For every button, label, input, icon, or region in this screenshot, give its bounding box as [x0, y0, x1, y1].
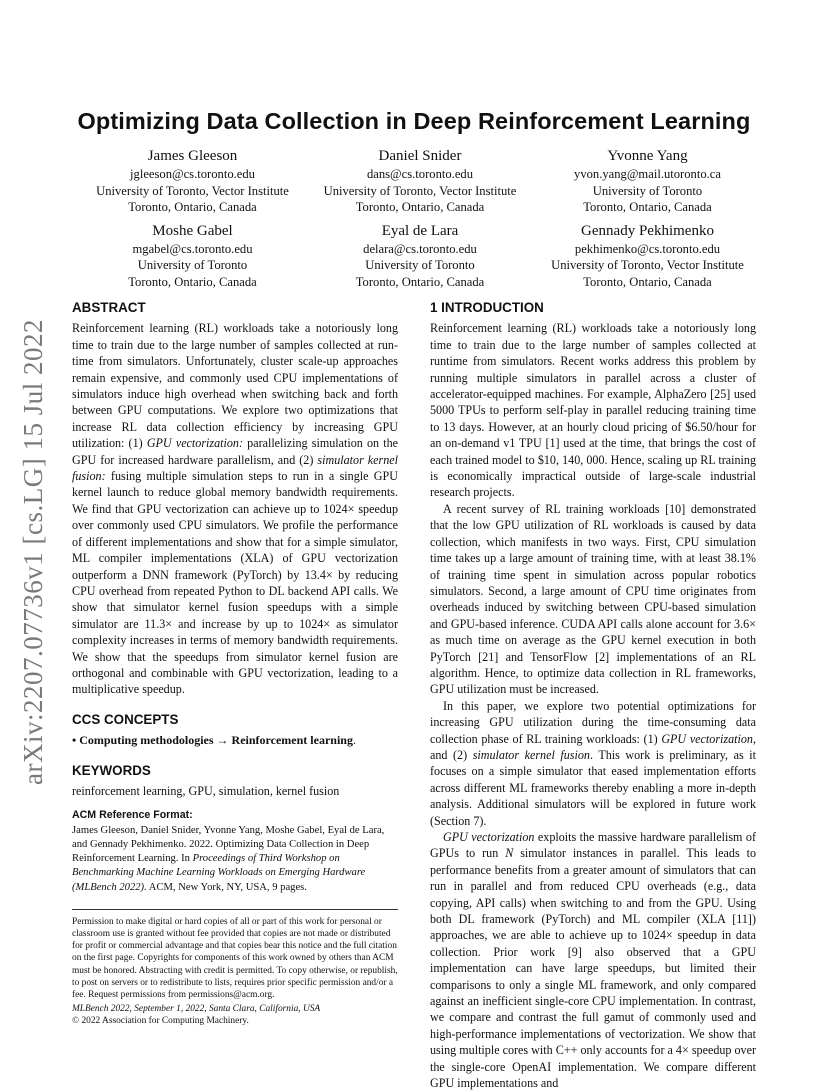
permission-notice: Permission to make digital or hard copies of all or part of this work for personal or classroom use is granted without fee provided that copies are not made or distributed for profit or commercial advantage and that copies bear this notice and the full citation on the first page. Copyrights for components of this work owned by others than ACM must be honored. Abstracting with credit is permitted. To copy otherwise, or republish, to post on servers or to redistribute to lists, requires prior specific permission and/or a fee. Request permissions from permissions@acm.org.	[72, 916, 398, 1001]
intro-paragraph: A recent survey of RL training workloads [10] demonstrated that the low GPU utilization of RL workloads is caused by data collection, which manifests in two ways. First, CPU simulation time takes up a large amount of training time, with at least 38.1% of training time spent in simulation across popular robotics simulators. Second, a large amount of CPU time originates from overheads induced by switching between CPU-based simulation and GPU-based inference. CUDA API calls alone account for 3.6× as much time on average as the GPU kernel execution in both PyTorch [21] and TensorFlow [2] implementations of an RL algorithm. Hence, to optimize data collection in RL frameworks, GPU utilization must be increased.	[430, 501, 756, 697]
author-name: Gennady Pekhimenko	[581, 222, 714, 239]
author-card	[535, 222, 760, 291]
author-location: Toronto, Ontario, Canada	[583, 200, 712, 214]
paper-title: Optimizing Data Collection in Deep Reinforcement Learning	[77, 108, 751, 134]
author-email[interactable]: jgleeson@cs.toronto.edu	[130, 167, 255, 181]
author-block	[80, 147, 760, 296]
author-affiliation: University of Toronto, Vector Institute	[551, 258, 744, 272]
arxiv-id: arXiv:2207.07736v1 [cs.LG] 15 Jul 2022	[18, 319, 48, 785]
right-column	[430, 300, 756, 1092]
author-email[interactable]: mgabel@cs.toronto.edu	[132, 241, 253, 256]
arxiv-stamp	[4, 300, 52, 820]
footnote-rule	[72, 909, 398, 910]
author-affiliation: University of Toronto, Vector Institute	[96, 183, 289, 198]
author-email[interactable]: yvon.yang@mail.utoronto.ca	[574, 167, 721, 181]
author-location: Toronto, Ontario, Canada	[355, 274, 485, 289]
reference-text: James Gleeson, Daniel Snider, Yvonne Yang, Moshe Gabel, Eyal de Lara, and Gennady Pekhimenko. 2022. Optimizing Data Collection in Deep Reinforcement Learning. In Proceedings of Third Workshop on Benchmarking Machine Learning Workloads on Emerging Hardware (MLBench 2022). ACM, New York, NY, USA, 9 pages.	[72, 824, 385, 893]
author-card	[308, 222, 533, 291]
author-name: Moshe Gabel	[152, 222, 233, 239]
intro-paragraph: GPU vectorization exploits the massive hardware parallelism of GPUs to run N simulator instances in parallel. This leads to performance benefits from a greater amount of simulators that can run in parallel and from reduced CPU overheads (e.g., data copying, API calls) when switching to and from the GPU. Using both DL framework (PyTorch) and ML compiler (XLA [11]) approaches, we are able to achieve up to 1024× speedup in data collection. Prior work [9] also observed that a GPU implementation can have large speedups, but limited their comparisons to only a single ML framework, and only compared against an inefficient single-core CPU implementation. In contrast, we compare and contrast the full gamut of commonly used and high-performance implementations of vectorization. We show that using multiple cores with C++ only accounts for a 4× speedup over the single-core OpenAI implementation. We compare different GPU implementations and	[430, 830, 756, 1091]
left-column	[72, 300, 398, 1028]
author-affiliation: University of Toronto	[137, 258, 248, 272]
introduction-heading: 1 INTRODUCTION	[430, 300, 544, 315]
author-email[interactable]: dans@cs.toronto.edu	[366, 167, 474, 181]
ccs-text: • Computing methodologies → Reinforcement learning.	[72, 733, 356, 748]
author-location: Toronto, Ontario, Canada	[128, 274, 257, 289]
author-name: Daniel Snider	[378, 148, 462, 164]
author-affiliation: University of Toronto	[592, 183, 703, 198]
keywords-heading: KEYWORDS	[72, 762, 151, 778]
author-card	[80, 147, 305, 216]
author-location: Toronto, Ontario, Canada	[128, 200, 257, 214]
author-location: Toronto, Ontario, Canada	[583, 274, 712, 289]
author-name: James Gleeson	[147, 148, 238, 164]
author-email[interactable]: pekhimenko@cs.toronto.edu	[574, 241, 721, 256]
author-card	[308, 147, 533, 216]
copyright-line: © 2022 Association for Computing Machinery.	[72, 1016, 249, 1027]
author-card	[80, 222, 305, 291]
ccs-heading: CCS CONCEPTS	[72, 711, 179, 727]
author-affiliation: University of Toronto	[365, 258, 475, 272]
author-name: Eyal de Lara	[381, 222, 459, 239]
keywords-text: reinforcement learning, GPU, simulation, kernel fusion	[72, 783, 340, 798]
intro-paragraph: In this paper, we explore two potential optimizations for increasing GPU utilization during the time-consuming data collection phase of RL training workloads: (1) GPU vectorization, and (2) simulator kernel fusion. This work is preliminary, as it focuses on a simple simulator that eased implementation efforts across different ML frameworks thereby enabling a more in-depth analysis. Additional simulators will be explored in future work (Section 7).	[430, 698, 756, 828]
abstract-text: Reinforcement learning (RL) workloads take a notoriously long time to train due to the large number of samples collected at run-time from simulators. Unfortunately, cluster scale-up approaches remain expensive, and commonly used CPU implementations of simulators induce high overhead when switching back and forth between GPU computations. We explore two optimizations that increase RL data collection efficiency by increasing GPU utilization: (1) GPU vectorization: parallelizing simulation on the GPU for increased hardware parallelism, and (2) simulator kernel fusion: fusing multiple simulation steps to run in a single GPU kernel launch to reduce global memory bandwidth requirements. We find that GPU vectorization can achieve up to 1024× speedup over commonly used CPU simulators. We profile the performance of different implementations and show that for a simple simulator, ML compiler implementations (XLA) of GPU vectorization outperform a DNN framework (PyTorch) by 13.4× by reducing CPU overhead from repeated Python to DL backend API calls. We show that simulator kernel fusion speedups with a simple simulator are 11.3× and increase by up to 1024× as simulator complexity increases in terms of memory bandwidth requirements. We show that the speedups from simulator kernel fusion are orthogonal and combinable with GPU vectorization, leading to a multiplicative speedup.	[72, 321, 399, 697]
author-card	[535, 147, 760, 216]
author-location: Toronto, Ontario, Canada	[355, 200, 485, 214]
author-name: Yvonne Yang	[607, 148, 688, 164]
author-affiliation: University of Toronto, Vector Institute	[323, 183, 517, 198]
intro-paragraph: Reinforcement learning (RL) workloads take a notoriously long time to train due to the large number of samples collected at runtime from simulators. Recent works address this problem by running multiple simulators in parallel across a cluster of accelerator-equipped machines. For example, AlphaZero [25] used 5000 TPUs to perform self-play in parallel reducing training time to 13 days. However, at an hourly cloud pricing of $6.50/hour for an on-demand v1 TPU [1] used at the time, that brings the cost of each trained model to $10, 140, 000. Hence, scaling up RL training is economically impractical outside of large-scale industrial research projects.	[430, 321, 756, 500]
reference-heading: ACM Reference Format:	[72, 809, 193, 822]
author-email[interactable]: delara@cs.toronto.edu	[363, 241, 477, 256]
venue-line: MLBench 2022, September 1, 2022, Santa Clara, California, USA	[72, 1004, 321, 1015]
abstract-heading: ABSTRACT	[72, 300, 146, 315]
